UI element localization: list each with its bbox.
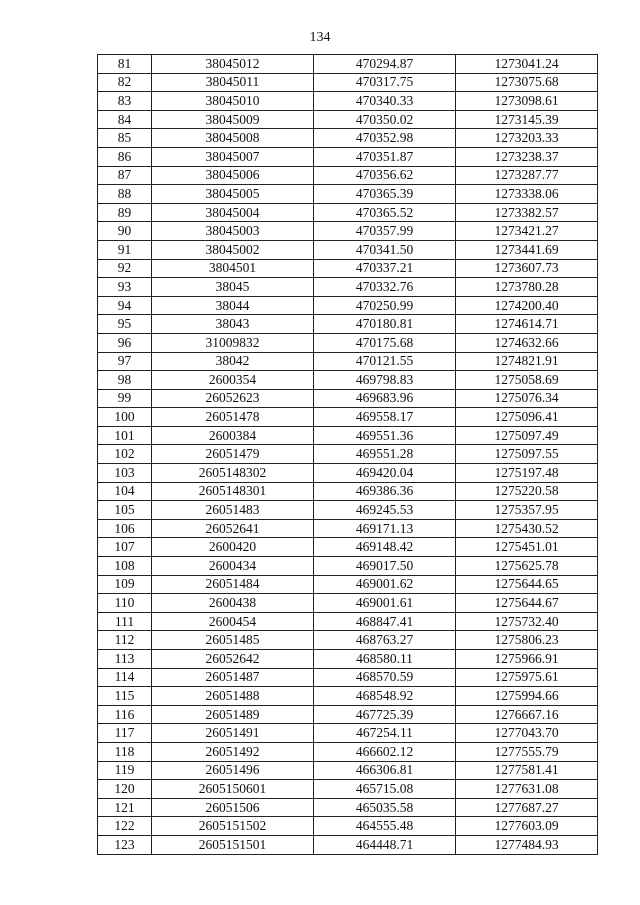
point-id-cell: 26051488 <box>152 687 314 706</box>
point-id-cell: 26052642 <box>152 650 314 669</box>
row-number-cell: 116 <box>98 705 152 724</box>
table-row <box>98 817 598 836</box>
row-number-cell: 114 <box>98 668 152 687</box>
y-coordinate-cell: 1275076.34 <box>456 389 598 408</box>
row-number-cell: 85 <box>98 129 152 148</box>
table-row <box>98 538 598 557</box>
table-row <box>98 110 598 129</box>
x-coordinate-cell: 469420.04 <box>314 464 456 483</box>
point-id-cell: 26051487 <box>152 668 314 687</box>
x-coordinate-cell: 470357.99 <box>314 222 456 241</box>
row-number-cell: 86 <box>98 147 152 166</box>
table-row <box>98 203 598 222</box>
table-row <box>98 612 598 631</box>
point-id-cell: 26051506 <box>152 798 314 817</box>
y-coordinate-cell: 1275625.78 <box>456 557 598 576</box>
row-number-cell: 87 <box>98 166 152 185</box>
row-number-cell: 106 <box>98 519 152 538</box>
table-row <box>98 352 598 371</box>
row-number-cell: 97 <box>98 352 152 371</box>
x-coordinate-cell: 469386.36 <box>314 482 456 501</box>
x-coordinate-cell: 467254.11 <box>314 724 456 743</box>
x-coordinate-cell: 470356.62 <box>314 166 456 185</box>
row-number-cell: 83 <box>98 92 152 111</box>
row-number-cell: 103 <box>98 464 152 483</box>
row-number-cell: 96 <box>98 333 152 352</box>
y-coordinate-cell: 1275806.23 <box>456 631 598 650</box>
table-row <box>98 166 598 185</box>
page-number: 134 <box>309 30 331 45</box>
table-row <box>98 501 598 520</box>
point-id-cell: 2600454 <box>152 612 314 631</box>
y-coordinate-cell: 1277581.41 <box>456 761 598 780</box>
y-coordinate-cell: 1277484.93 <box>456 835 598 854</box>
y-coordinate-cell: 1273287.77 <box>456 166 598 185</box>
y-coordinate-cell: 1273780.28 <box>456 278 598 297</box>
y-coordinate-cell: 1277603.09 <box>456 817 598 836</box>
y-coordinate-cell: 1275975.61 <box>456 668 598 687</box>
x-coordinate-cell: 470340.33 <box>314 92 456 111</box>
x-coordinate-cell: 466306.81 <box>314 761 456 780</box>
x-coordinate-cell: 469551.36 <box>314 426 456 445</box>
point-id-cell: 2600384 <box>152 426 314 445</box>
row-number-cell: 120 <box>98 780 152 799</box>
table-row <box>98 650 598 669</box>
point-id-cell: 26051496 <box>152 761 314 780</box>
x-coordinate-cell: 469001.62 <box>314 575 456 594</box>
row-number-cell: 108 <box>98 557 152 576</box>
point-id-cell: 2600434 <box>152 557 314 576</box>
x-coordinate-cell: 470350.02 <box>314 110 456 129</box>
x-coordinate-cell: 470337.21 <box>314 259 456 278</box>
point-id-cell: 26051478 <box>152 408 314 427</box>
x-coordinate-cell: 470351.87 <box>314 147 456 166</box>
y-coordinate-cell: 1275096.41 <box>456 408 598 427</box>
y-coordinate-cell: 1275097.49 <box>456 426 598 445</box>
row-number-cell: 92 <box>98 259 152 278</box>
row-number-cell: 100 <box>98 408 152 427</box>
table-row <box>98 240 598 259</box>
table-row <box>98 222 598 241</box>
y-coordinate-cell: 1275197.48 <box>456 464 598 483</box>
row-number-cell: 118 <box>98 742 152 761</box>
x-coordinate-cell: 470294.87 <box>314 55 456 74</box>
point-id-cell: 38045011 <box>152 73 314 92</box>
y-coordinate-cell: 1273145.39 <box>456 110 598 129</box>
y-coordinate-cell: 1277555.79 <box>456 742 598 761</box>
x-coordinate-cell: 464448.71 <box>314 835 456 854</box>
point-id-cell: 26052641 <box>152 519 314 538</box>
point-id-cell: 38045003 <box>152 222 314 241</box>
y-coordinate-cell: 1273382.57 <box>456 203 598 222</box>
point-id-cell: 2600438 <box>152 594 314 613</box>
point-id-cell: 38045012 <box>152 55 314 74</box>
point-id-cell: 38045 <box>152 278 314 297</box>
point-id-cell: 31009832 <box>152 333 314 352</box>
table-row <box>98 631 598 650</box>
x-coordinate-cell: 470180.81 <box>314 315 456 334</box>
y-coordinate-cell: 1277687.27 <box>456 798 598 817</box>
row-number-cell: 99 <box>98 389 152 408</box>
y-coordinate-cell: 1273041.24 <box>456 55 598 74</box>
y-coordinate-cell: 1275097.55 <box>456 445 598 464</box>
y-coordinate-cell: 1273238.37 <box>456 147 598 166</box>
x-coordinate-cell: 470121.55 <box>314 352 456 371</box>
x-coordinate-cell: 468570.59 <box>314 668 456 687</box>
y-coordinate-cell: 1275644.65 <box>456 575 598 594</box>
row-number-cell: 105 <box>98 501 152 520</box>
x-coordinate-cell: 469245.53 <box>314 501 456 520</box>
y-coordinate-cell: 1277631.08 <box>456 780 598 799</box>
table-row <box>98 55 598 74</box>
row-number-cell: 111 <box>98 612 152 631</box>
y-coordinate-cell: 1274632.66 <box>456 333 598 352</box>
row-number-cell: 90 <box>98 222 152 241</box>
x-coordinate-cell: 470332.76 <box>314 278 456 297</box>
x-coordinate-cell: 469558.17 <box>314 408 456 427</box>
table-row <box>98 761 598 780</box>
point-id-cell: 2605151502 <box>152 817 314 836</box>
point-id-cell: 2605148302 <box>152 464 314 483</box>
row-number-cell: 102 <box>98 445 152 464</box>
table-row <box>98 426 598 445</box>
table-row <box>98 445 598 464</box>
table-row <box>98 147 598 166</box>
y-coordinate-cell: 1274200.40 <box>456 296 598 315</box>
y-coordinate-cell: 1275966.91 <box>456 650 598 669</box>
y-coordinate-cell: 1276667.16 <box>456 705 598 724</box>
y-coordinate-cell: 1274821.91 <box>456 352 598 371</box>
point-id-cell: 26051492 <box>152 742 314 761</box>
row-number-cell: 122 <box>98 817 152 836</box>
row-number-cell: 93 <box>98 278 152 297</box>
table-row <box>98 315 598 334</box>
x-coordinate-cell: 466602.12 <box>314 742 456 761</box>
coordinates-table <box>97 54 598 855</box>
x-coordinate-cell: 469001.61 <box>314 594 456 613</box>
table-row <box>98 259 598 278</box>
row-number-cell: 107 <box>98 538 152 557</box>
point-id-cell: 26051491 <box>152 724 314 743</box>
x-coordinate-cell: 470341.50 <box>314 240 456 259</box>
x-coordinate-cell: 468548.92 <box>314 687 456 706</box>
table-body <box>98 55 598 855</box>
y-coordinate-cell: 1274614.71 <box>456 315 598 334</box>
row-number-cell: 112 <box>98 631 152 650</box>
row-number-cell: 115 <box>98 687 152 706</box>
x-coordinate-cell: 468763.27 <box>314 631 456 650</box>
x-coordinate-cell: 470317.75 <box>314 73 456 92</box>
table-row <box>98 742 598 761</box>
table-row <box>98 389 598 408</box>
table-row <box>98 557 598 576</box>
point-id-cell: 26052623 <box>152 389 314 408</box>
x-coordinate-cell: 470250.99 <box>314 296 456 315</box>
table-row <box>98 278 598 297</box>
point-id-cell: 38044 <box>152 296 314 315</box>
row-number-cell: 95 <box>98 315 152 334</box>
table-row <box>98 668 598 687</box>
point-id-cell: 3804501 <box>152 259 314 278</box>
point-id-cell: 26051479 <box>152 445 314 464</box>
x-coordinate-cell: 467725.39 <box>314 705 456 724</box>
table-row <box>98 371 598 390</box>
table-row <box>98 408 598 427</box>
point-id-cell: 2605148301 <box>152 482 314 501</box>
y-coordinate-cell: 1275994.66 <box>456 687 598 706</box>
row-number-cell: 121 <box>98 798 152 817</box>
y-coordinate-cell: 1273075.68 <box>456 73 598 92</box>
point-id-cell: 38045008 <box>152 129 314 148</box>
point-id-cell: 26051485 <box>152 631 314 650</box>
point-id-cell: 38042 <box>152 352 314 371</box>
point-id-cell: 26051489 <box>152 705 314 724</box>
point-id-cell: 38045002 <box>152 240 314 259</box>
x-coordinate-cell: 465715.08 <box>314 780 456 799</box>
table-row <box>98 92 598 111</box>
point-id-cell: 2600420 <box>152 538 314 557</box>
row-number-cell: 98 <box>98 371 152 390</box>
point-id-cell: 38045010 <box>152 92 314 111</box>
table-row <box>98 73 598 92</box>
y-coordinate-cell: 1273338.06 <box>456 185 598 204</box>
x-coordinate-cell: 469148.42 <box>314 538 456 557</box>
x-coordinate-cell: 468580.11 <box>314 650 456 669</box>
point-id-cell: 38045006 <box>152 166 314 185</box>
row-number-cell: 82 <box>98 73 152 92</box>
point-id-cell: 38045009 <box>152 110 314 129</box>
row-number-cell: 94 <box>98 296 152 315</box>
y-coordinate-cell: 1275220.58 <box>456 482 598 501</box>
y-coordinate-cell: 1273098.61 <box>456 92 598 111</box>
point-id-cell: 38045007 <box>152 147 314 166</box>
row-number-cell: 113 <box>98 650 152 669</box>
row-number-cell: 119 <box>98 761 152 780</box>
table-row <box>98 575 598 594</box>
point-id-cell: 2600354 <box>152 371 314 390</box>
x-coordinate-cell: 468847.41 <box>314 612 456 631</box>
row-number-cell: 91 <box>98 240 152 259</box>
table-row <box>98 835 598 854</box>
point-id-cell: 26051484 <box>152 575 314 594</box>
y-coordinate-cell: 1273203.33 <box>456 129 598 148</box>
y-coordinate-cell: 1275644.67 <box>456 594 598 613</box>
table-row <box>98 705 598 724</box>
table-row <box>98 519 598 538</box>
table-row <box>98 798 598 817</box>
y-coordinate-cell: 1275430.52 <box>456 519 598 538</box>
y-coordinate-cell: 1273607.73 <box>456 259 598 278</box>
row-number-cell: 88 <box>98 185 152 204</box>
x-coordinate-cell: 470175.68 <box>314 333 456 352</box>
point-id-cell: 38045004 <box>152 203 314 222</box>
row-number-cell: 109 <box>98 575 152 594</box>
table-row <box>98 687 598 706</box>
table-row <box>98 594 598 613</box>
x-coordinate-cell: 470365.39 <box>314 185 456 204</box>
table-row <box>98 780 598 799</box>
point-id-cell: 2605151501 <box>152 835 314 854</box>
x-coordinate-cell: 470352.98 <box>314 129 456 148</box>
table-row <box>98 129 598 148</box>
x-coordinate-cell: 469171.13 <box>314 519 456 538</box>
x-coordinate-cell: 469798.83 <box>314 371 456 390</box>
point-id-cell: 38045005 <box>152 185 314 204</box>
y-coordinate-cell: 1275058.69 <box>456 371 598 390</box>
y-coordinate-cell: 1275451.01 <box>456 538 598 557</box>
row-number-cell: 110 <box>98 594 152 613</box>
row-number-cell: 81 <box>98 55 152 74</box>
y-coordinate-cell: 1275732.40 <box>456 612 598 631</box>
table-row <box>98 724 598 743</box>
x-coordinate-cell: 464555.48 <box>314 817 456 836</box>
y-coordinate-cell: 1273421.27 <box>456 222 598 241</box>
point-id-cell: 2605150601 <box>152 780 314 799</box>
x-coordinate-cell: 465035.58 <box>314 798 456 817</box>
row-number-cell: 89 <box>98 203 152 222</box>
point-id-cell: 26051483 <box>152 501 314 520</box>
x-coordinate-cell: 470365.52 <box>314 203 456 222</box>
row-number-cell: 84 <box>98 110 152 129</box>
row-number-cell: 123 <box>98 835 152 854</box>
point-id-cell: 38043 <box>152 315 314 334</box>
table-row <box>98 464 598 483</box>
table-row <box>98 296 598 315</box>
x-coordinate-cell: 469683.96 <box>314 389 456 408</box>
y-coordinate-cell: 1277043.70 <box>456 724 598 743</box>
row-number-cell: 104 <box>98 482 152 501</box>
x-coordinate-cell: 469551.28 <box>314 445 456 464</box>
table-row <box>98 482 598 501</box>
y-coordinate-cell: 1273441.69 <box>456 240 598 259</box>
y-coordinate-cell: 1275357.95 <box>456 501 598 520</box>
table-row <box>98 333 598 352</box>
row-number-cell: 117 <box>98 724 152 743</box>
row-number-cell: 101 <box>98 426 152 445</box>
table-row <box>98 185 598 204</box>
x-coordinate-cell: 469017.50 <box>314 557 456 576</box>
